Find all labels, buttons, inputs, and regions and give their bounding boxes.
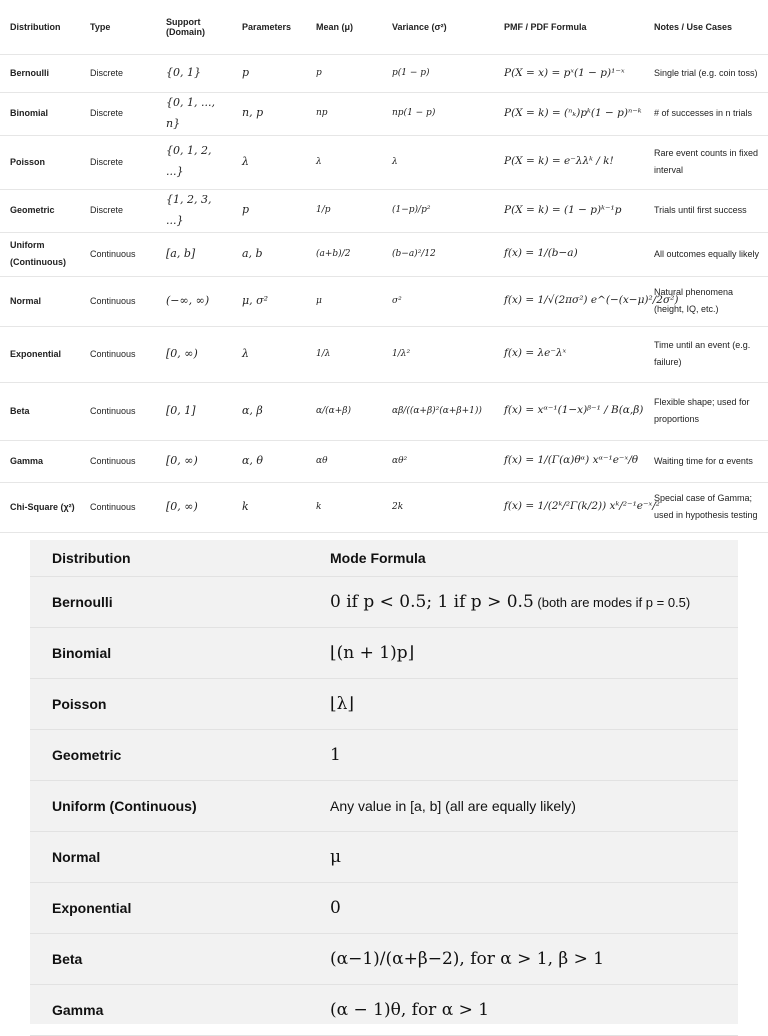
mode-distribution-name: Uniform (Continuous)	[30, 781, 308, 832]
column-header: Mean (μ)	[306, 0, 382, 55]
mode-formula-text: 1	[330, 745, 341, 765]
cell-variance: αθ²	[382, 440, 494, 482]
mode-formula-text: (α−1)/(α+β−2), for α > 1, β > 1	[330, 949, 605, 969]
cell-notes: Single trial (e.g. coin toss)	[644, 55, 768, 93]
column-header: Parameters	[232, 0, 306, 55]
column-header: Distribution	[0, 0, 80, 55]
cell-formula: P(X = x) = pˣ(1 − p)¹⁻ˣ	[494, 55, 644, 93]
cell-notes: Flexible shape; used for proportions	[644, 382, 768, 440]
cell-variance: p(1 − p)	[382, 55, 494, 93]
cell-type: Continuous	[80, 276, 156, 326]
cell-formula: f(x) = 1/(b−a)	[494, 232, 644, 276]
table-row	[0, 440, 768, 482]
cell-parameters: λ	[232, 326, 306, 382]
mode-formula-text: 0 if p < 0.5; 1 if p > 0.5	[330, 592, 534, 612]
cell-support: [0, ∞)	[156, 482, 232, 532]
cell-support: {0, 1, 2, ...}	[156, 135, 232, 189]
table-row	[0, 135, 768, 189]
cell-formula: f(x) = 1/√(2πσ²) e^(−(x−μ)²/2σ²)	[494, 276, 644, 326]
mode-formula	[308, 679, 738, 730]
cell-parameters: μ, σ²	[232, 276, 306, 326]
cell-name: Geometric	[0, 189, 80, 232]
column-header: Variance (σ²)	[382, 0, 494, 55]
cell-mean: λ	[306, 135, 382, 189]
mode-distribution-name: Binomial	[30, 628, 308, 679]
mode-table-panel	[30, 540, 738, 1024]
cell-type: Continuous	[80, 440, 156, 482]
column-header: Type	[80, 0, 156, 55]
cell-notes: Time until an event (e.g. failure)	[644, 326, 768, 382]
table-row	[0, 382, 768, 440]
cell-formula: P(X = k) = e⁻λλᵏ / k!	[494, 135, 644, 189]
table-row	[0, 276, 768, 326]
cell-variance: αβ/((α+β)²(α+β+1))	[382, 382, 494, 440]
cell-notes: Rare event counts in fixed interval	[644, 135, 768, 189]
cell-notes: Waiting time for α events	[644, 440, 768, 482]
mode-distribution-name: Beta	[30, 934, 308, 985]
cell-support: [0, ∞)	[156, 440, 232, 482]
mode-formula-text: μ	[330, 847, 342, 867]
table-row	[30, 577, 738, 628]
cell-support: {0, 1}	[156, 55, 232, 93]
cell-mean: 1/p	[306, 189, 382, 232]
table-header-row	[0, 0, 768, 55]
column-header: Notes / Use Cases	[644, 0, 768, 55]
column-header: Mode Formula	[308, 540, 738, 577]
cell-parameters: p	[232, 189, 306, 232]
mode-formula-text: 0	[330, 898, 341, 918]
mode-formula-text: ⌊λ⌋	[330, 694, 355, 714]
cell-type: Discrete	[80, 55, 156, 93]
mode-header-row	[30, 540, 738, 577]
cell-formula: f(x) = λe⁻λˣ	[494, 326, 644, 382]
cell-variance: λ	[382, 135, 494, 189]
table-row	[30, 985, 738, 1036]
mode-formula	[308, 577, 738, 628]
mode-distribution-name: Poisson	[30, 679, 308, 730]
cell-parameters: a, b	[232, 232, 306, 276]
cell-name: Uniform (Continuous)	[0, 232, 80, 276]
cell-mean: α/(α+β)	[306, 382, 382, 440]
cell-variance: σ²	[382, 276, 494, 326]
mode-distribution-name: Normal	[30, 832, 308, 883]
cell-notes: Special case of Gamma; used in hypothesis testing	[644, 482, 768, 532]
column-header: Distribution	[30, 540, 308, 577]
cell-variance: 1/λ²	[382, 326, 494, 382]
table-row	[0, 482, 768, 532]
mode-formula-text: Any value in [a, b] (all are equally likely)	[330, 798, 576, 814]
cell-parameters: n, p	[232, 93, 306, 136]
cell-mean: μ	[306, 276, 382, 326]
cell-support: (−∞, ∞)	[156, 276, 232, 326]
cell-formula: P(X = k) = (1 − p)ᵏ⁻¹p	[494, 189, 644, 232]
cell-type: Continuous	[80, 482, 156, 532]
cell-parameters: p	[232, 55, 306, 93]
cell-formula: f(x) = xᵅ⁻¹(1−x)ᵝ⁻¹ / B(α,β)	[494, 382, 644, 440]
cell-notes: All outcomes equally likely	[644, 232, 768, 276]
table-row	[0, 55, 768, 93]
cell-name: Normal	[0, 276, 80, 326]
cell-notes: # of successes in n trials	[644, 93, 768, 136]
mode-distribution-name: Gamma	[30, 985, 308, 1036]
cell-mean: k	[306, 482, 382, 532]
table-row	[0, 326, 768, 382]
table-row	[30, 832, 738, 883]
cell-mean: 1/λ	[306, 326, 382, 382]
cell-support: [a, b]	[156, 232, 232, 276]
mode-formula	[308, 883, 738, 934]
column-header: Support (Domain)	[156, 0, 232, 55]
table-row	[30, 679, 738, 730]
cell-type: Discrete	[80, 135, 156, 189]
cell-parameters: α, β	[232, 382, 306, 440]
cell-type: Discrete	[80, 93, 156, 136]
cell-type: Continuous	[80, 326, 156, 382]
mode-formula	[308, 832, 738, 883]
cell-type: Discrete	[80, 189, 156, 232]
cell-name: Bernoulli	[0, 55, 80, 93]
column-header: PMF / PDF Formula	[494, 0, 644, 55]
mode-distribution-name: Geometric	[30, 730, 308, 781]
cell-notes: Trials until first success	[644, 189, 768, 232]
cell-variance: np(1 − p)	[382, 93, 494, 136]
cell-variance: (b−a)²/12	[382, 232, 494, 276]
cell-support: {1, 2, 3, ...}	[156, 189, 232, 232]
cell-formula: P(X = k) = (ⁿₖ)pᵏ(1 − p)ⁿ⁻ᵏ	[494, 93, 644, 136]
cell-name: Beta	[0, 382, 80, 440]
cell-mean: p	[306, 55, 382, 93]
mode-formula	[308, 781, 738, 832]
cell-support: {0, 1, ..., n}	[156, 93, 232, 136]
cell-formula: f(x) = 1/(2ᵏ/²Γ(k/2)) xᵏ/²⁻¹e⁻ˣ/²	[494, 482, 644, 532]
mode-distribution-name: Bernoulli	[30, 577, 308, 628]
cell-support: [0, 1]	[156, 382, 232, 440]
table-row	[0, 189, 768, 232]
cell-mean: (a+b)/2	[306, 232, 382, 276]
cell-parameters: k	[232, 482, 306, 532]
cell-name: Exponential	[0, 326, 80, 382]
cell-type: Continuous	[80, 232, 156, 276]
cell-notes: Natural phenomena (height, IQ, etc.)	[644, 276, 768, 326]
cell-name: Poisson	[0, 135, 80, 189]
mode-distribution-name: Exponential	[30, 883, 308, 934]
distribution-table-body	[0, 55, 768, 533]
cell-parameters: λ	[232, 135, 306, 189]
mode-formula	[308, 934, 738, 985]
cell-formula: f(x) = 1/(Γ(α)θᵅ) xᵅ⁻¹e⁻ˣ/θ	[494, 440, 644, 482]
cell-support: [0, ∞)	[156, 326, 232, 382]
table-row	[0, 93, 768, 136]
cell-name: Binomial	[0, 93, 80, 136]
cell-variance: 2k	[382, 482, 494, 532]
mode-table-body	[30, 577, 738, 1036]
table-row	[30, 883, 738, 934]
mode-formula-text: ⌊(n + 1)p⌋	[330, 643, 415, 663]
mode-table	[30, 540, 738, 1036]
cell-parameters: α, θ	[232, 440, 306, 482]
table-row	[30, 730, 738, 781]
table-row	[30, 781, 738, 832]
cell-type: Continuous	[80, 382, 156, 440]
cell-name: Chi-Square (χ²)	[0, 482, 80, 532]
mode-formula	[308, 628, 738, 679]
table-row	[30, 628, 738, 679]
table-row	[0, 232, 768, 276]
cell-variance: (1−p)/p²	[382, 189, 494, 232]
table-row	[30, 934, 738, 985]
mode-formula	[308, 985, 738, 1036]
cell-mean: αθ	[306, 440, 382, 482]
cell-name: Gamma	[0, 440, 80, 482]
mode-formula-text: (α − 1)θ, for α > 1	[330, 1000, 490, 1020]
cell-mean: np	[306, 93, 382, 136]
mode-formula	[308, 730, 738, 781]
mode-formula-note: (both are modes if p = 0.5)	[533, 595, 691, 610]
